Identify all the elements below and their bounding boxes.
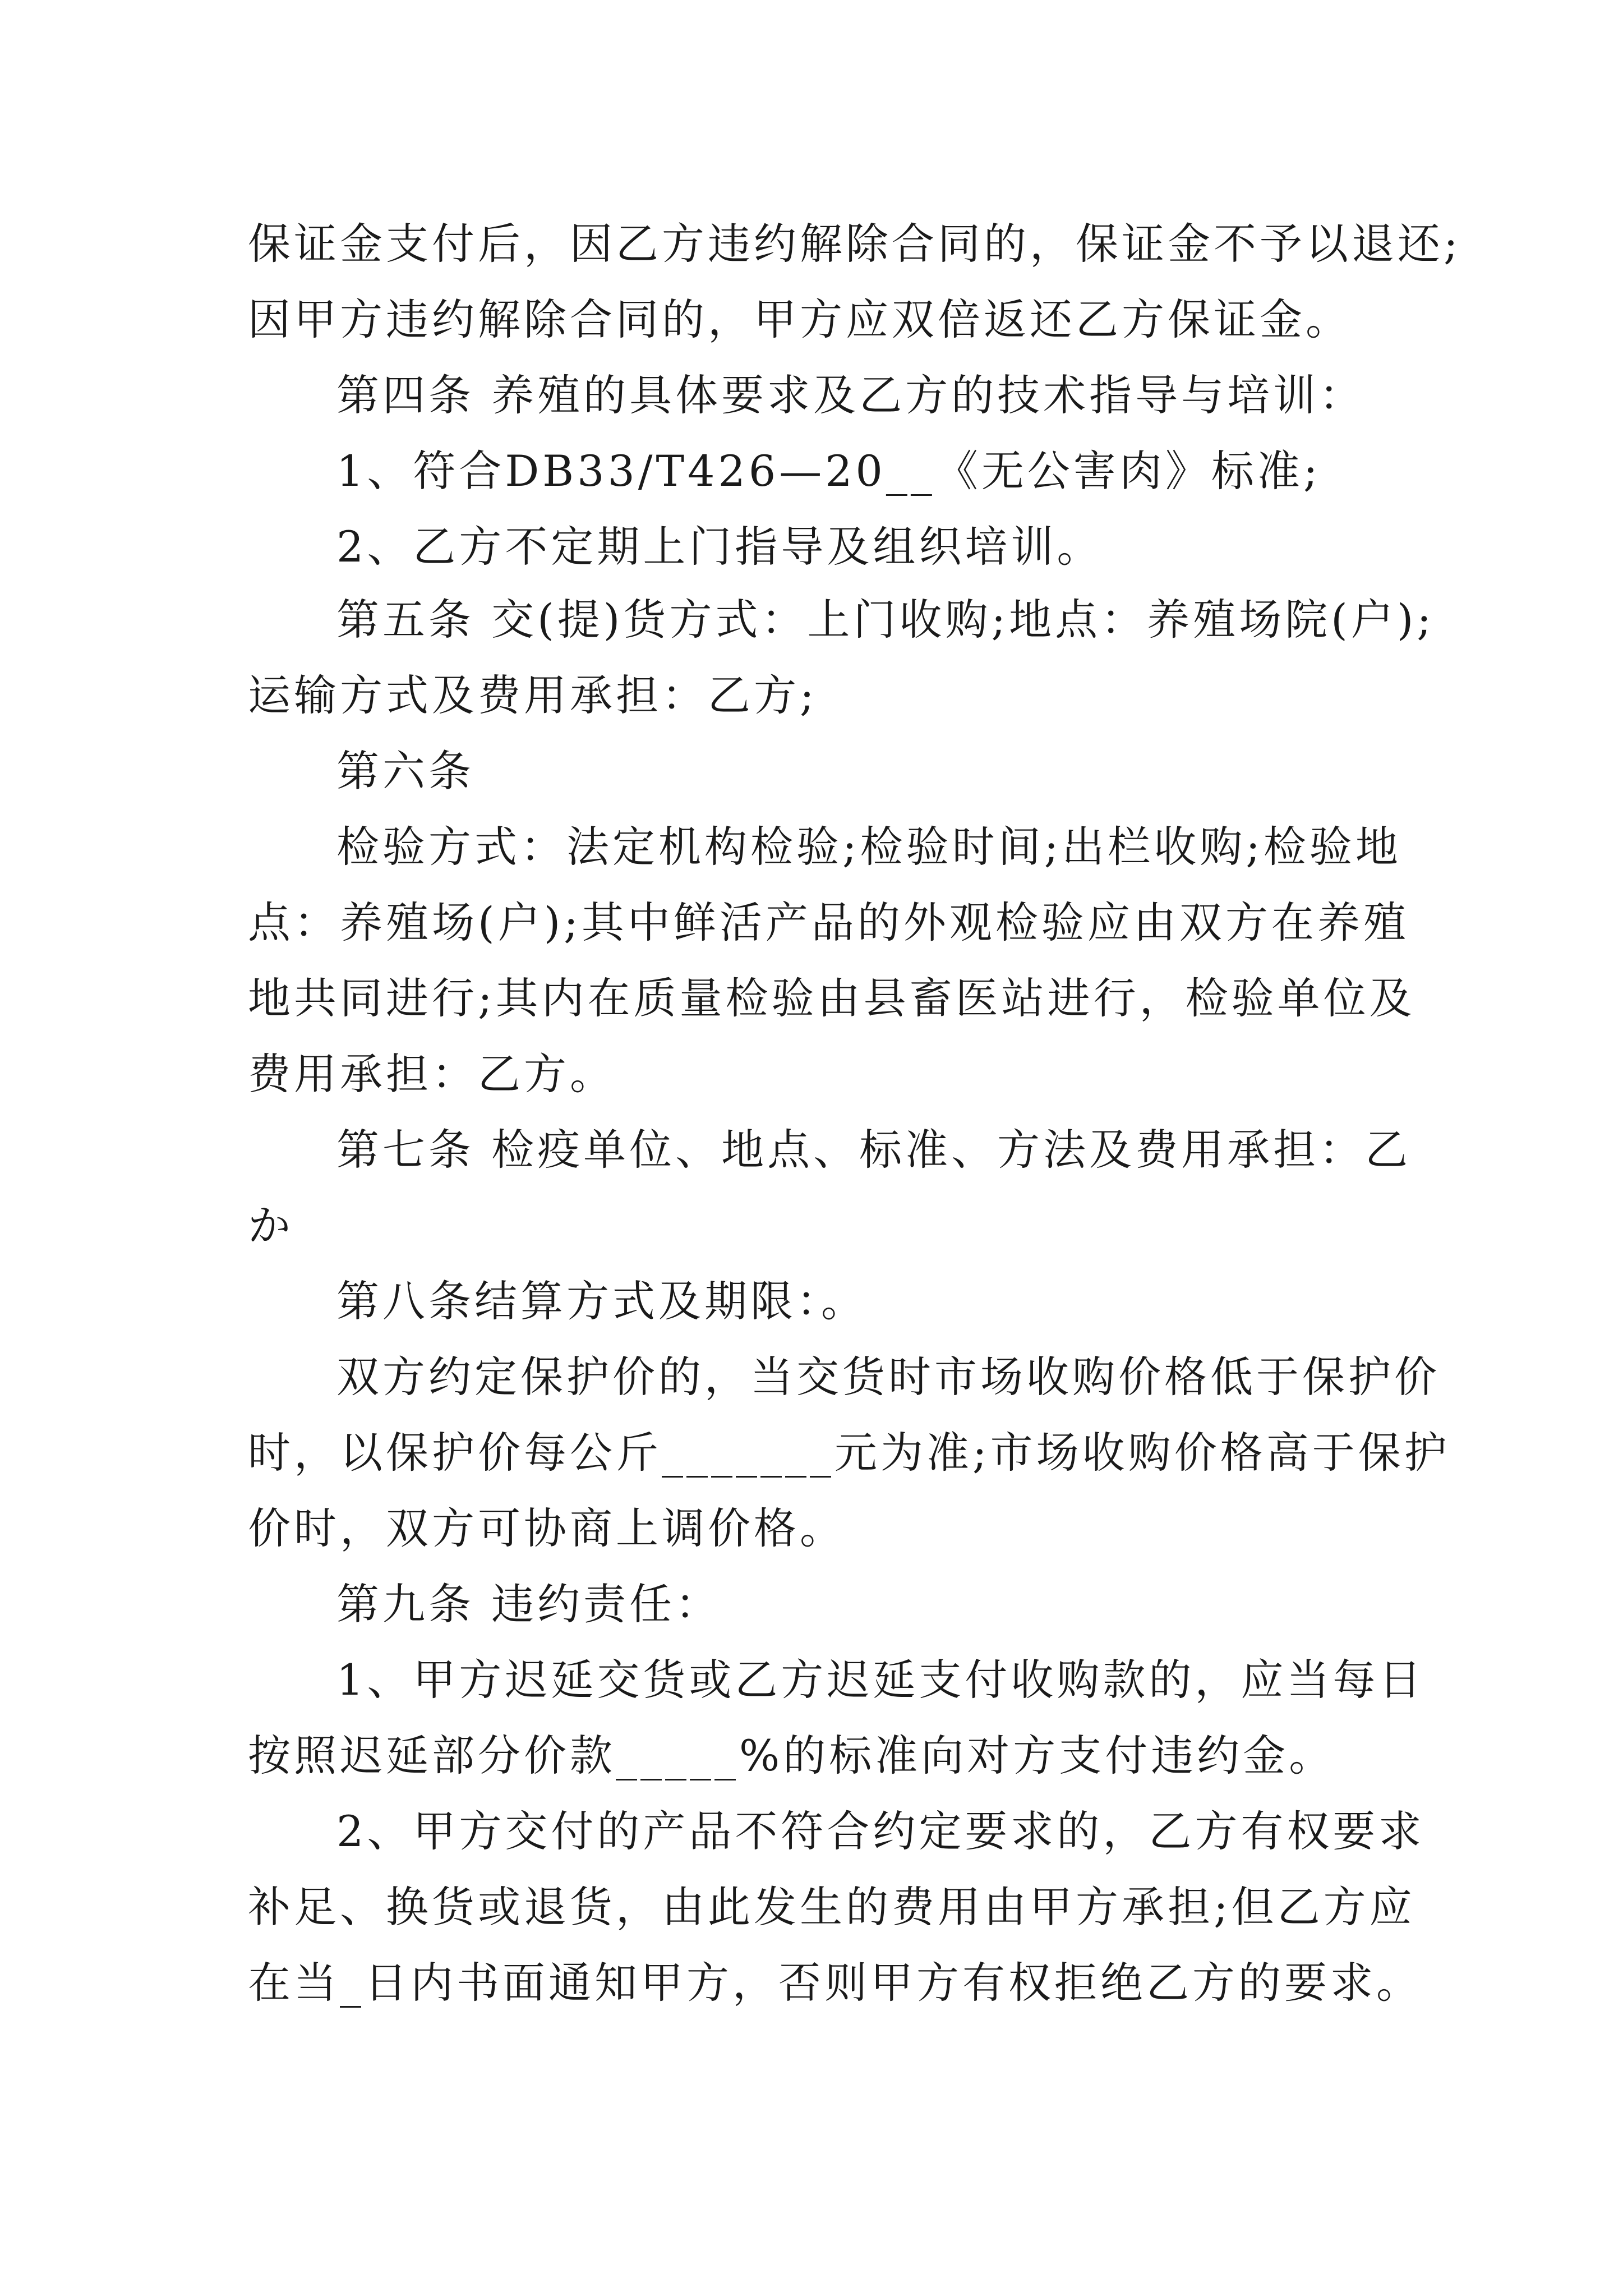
- text-line: 点：养殖场(户);其中鲜活产品的外观检验应由双方在养殖: [248, 898, 1409, 947]
- text-line: 双方约定保护价的，当交货时市场收购价格低于保护价: [336, 1352, 1440, 1402]
- article-heading: 第八条结算方式及期限：。: [336, 1276, 867, 1326]
- list-item: 1、符合DB33/T426—20__《无公害肉》标准;: [336, 446, 1321, 496]
- list-item: 2、甲方交付的产品不符合约定要求的，乙方有权要求: [336, 1806, 1425, 1856]
- article-heading: 第九条 违约责任：: [336, 1579, 722, 1629]
- text-line: 因甲方违约解除合同的，甲方应双倍返还乙方保证金。: [248, 295, 1352, 344]
- text-line: 按照迟延部分价款_____%的标准向对方支付违约金。: [248, 1731, 1335, 1780]
- text-line: 时，以保护价每公斤_______元为准;市场收购价格高于保护: [248, 1428, 1450, 1478]
- article-heading: 第六条: [336, 746, 474, 796]
- text-line: 检验方式：法定机构检验;检验时间;出栏收购;检验地: [336, 822, 1401, 872]
- article-heading: 第四条 养殖的具体要求及乙方的技术指导与培训：: [336, 370, 1366, 420]
- text-line: か: [248, 1200, 294, 1250]
- text-line: 在当_日内书面通知甲方，否则甲方有权拒绝乙方的要求。: [248, 1958, 1422, 2008]
- article-heading: 第五条 交(提)货方式：上门收购;地点：养殖场院(户);: [336, 595, 1435, 645]
- text-line: 费用承担：乙方。: [248, 1049, 616, 1099]
- list-item: 2、乙方不定期上门指导及组织培训。: [336, 522, 1103, 572]
- text-line: 地共同进行;其内在质量检验由县畜医站进行，检验单位及: [248, 973, 1415, 1023]
- text-line: 运输方式及费用承担：乙方;: [248, 670, 818, 720]
- list-item: 1、甲方迟延交货或乙方迟延支付收购款的，应当每日: [336, 1655, 1425, 1705]
- text-line: 保证金支付后，因乙方违约解除合同的，保证金不予以退还;: [248, 219, 1461, 269]
- text-line: 补足、换货或退货，由此发生的费用由甲方承担;但乙方应: [248, 1882, 1415, 1932]
- article-heading: 第七条 检疫单位、地点、标准、方法及费用承担：乙: [336, 1125, 1412, 1175]
- text-line: 价时，双方可协商上调价格。: [248, 1503, 846, 1553]
